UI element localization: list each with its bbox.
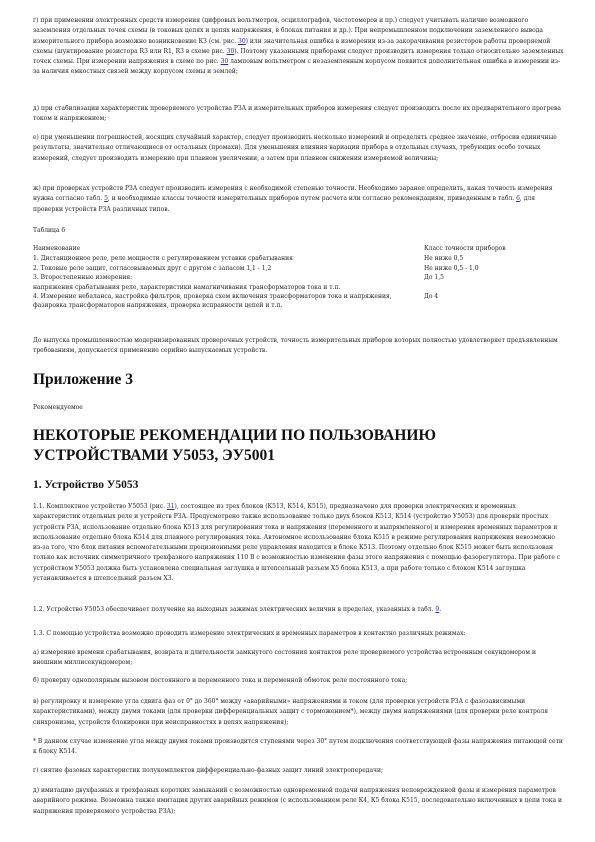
text-span: ламповым вольтметром с незаземленным корпусом появится дополнительная ошибка в измерении из-за наличия емкостных связей между корпусом схемы и землей; bbox=[33, 58, 561, 76]
table-link[interactable]: 5 bbox=[104, 195, 108, 203]
paragraph-1-2 bbox=[33, 605, 564, 615]
text-span: ). Поэтому указанными приборами следует производить измерения только относительно заземленных точек схемы. При измерении напряжения в схеме по рис. bbox=[33, 47, 564, 66]
paragraph-b: б) проверку однополярным вызовом постоянного и переменного тока и переменной обмоток реле постоянного тока; bbox=[33, 677, 408, 684]
table-cell: 4. Измерение небаланса, настройка фильтров, проверка схем включения трансформаторов тока и напряжения, фазировка трансформаторов напряжения, проверка исправности цепей и т.п. bbox=[33, 293, 392, 310]
table-cell: Не ниже 0,5 - 1,0 bbox=[424, 264, 479, 272]
table-row bbox=[33, 264, 564, 273]
table-row bbox=[33, 292, 564, 311]
paragraph-1-3: 1.3. С помощью устройства возможно проводить измерение электрических и временных параметров в контактно различных режимах: bbox=[33, 630, 466, 637]
table-cell: 2. Токовые реле защит, согласовываемых друг с другом с запасом 1,1 - 1,2 bbox=[33, 264, 272, 272]
text-span: 1.1. Комплектное устройство У5053 (рис. bbox=[33, 503, 167, 510]
figure-link[interactable]: 30 bbox=[220, 58, 229, 66]
paragraph-d2: д) имитацию двухфазных и трехфазных коротких замыканий с возможностью одновременной подачи напряжения неповрежденной фазы и измерения параметров аварийного режима. Возможна также имитация других аварийных режимов (с использованием реле К4, К5 блока К515, последовательно включенных в цепи тока и напряжения проверяемого устройства РЗА); bbox=[33, 787, 563, 815]
appendix-title: Приложение 3 bbox=[33, 371, 133, 388]
section-heading: 1. Устройство У5053 bbox=[33, 479, 139, 491]
paragraph-e: е) при уменьшении погрешностей, носящих случайный характер, следует производить несколько измерений и определять среднее значение, отбросив единичные результаты, значительно отличающиеся от остальных (промахи). Для уменьшения влияния вариации прибора в отдельных случаях, требующих особо точных измерений, следует производить измерение при плавном увеличении, а затем при плавном снижении измеряемой величины; bbox=[33, 134, 557, 162]
table-cell: До 1,5 bbox=[424, 274, 444, 282]
table-cell: Не ниже 0,5 bbox=[424, 255, 464, 263]
text-span: . bbox=[439, 606, 442, 613]
table-header-row bbox=[33, 244, 564, 253]
paragraph-note: До выпуска промышленностью модернизированных проверочных устройств, точность измерительных приборов которых полностью удовлетворяет предъявленным требованиям, допускается применение серийно выпускаемых устройств. bbox=[33, 337, 558, 355]
table-link[interactable]: 6 bbox=[516, 195, 520, 203]
text-span: , и необходимые классы точности измерительных приборов путем расчета или согласно рекомендациям, приведенным в табл. bbox=[107, 195, 517, 203]
footnote: * В данном случае изменение угла между двумя токами производится ступенями через 30° путем подключения соответствующей фазы напряжения питающей сети к блоку К514. bbox=[33, 738, 563, 756]
table-cell: 1. Дистанционное реле, реле мощности с регулированием уставки срабатывания bbox=[33, 255, 293, 263]
table-cell: 3. Второстепенные измерения: напряжения срабатывания реле, характеристики намагничивания трансформаторов тока и т.п. bbox=[33, 274, 341, 291]
text-span: г) при применении электронных средств измерения (цифровых вольтметров, осциллографов, частотомеров и пр.) следует учитывать наличие возможного заземления отдельных точек схемы (в токовых цепях и цепях напряжения, в блоках питания и др.). При непремышленном подключении заземленного вывода измерительного прибора возможно возникновение КЗ (см. рис. bbox=[33, 17, 543, 45]
paragraph-d: д) при стабилизации характеристик проверяемого устройства РЗА и измерительных приборов измерения следует производить после их предварительного прогрева током и напряжением; bbox=[33, 105, 561, 123]
table-cell: До 4 bbox=[424, 293, 439, 301]
text-span: ), состоящее из трех блоков (К513, К514, К515), предназначено для проверки электрических и временных характеристик отдельных реле и устройств РЗА. Предусмотрено также использование только двух блоков К513, К514 (устройство У5053) для проверки простых устройств РЗА, использование отдельно блока К513 для регулирования тока и напряжения (переменного и выпрямленного) и измерения временных параметров и использование отдельно блока К514 для плавного регулирования тока. Автономное использование блока К515 в режиме регулирования напряжения невозможно из-за того, что блок питания вспомогательными прецизионными реле управления находится в блоке К513. Поэтому отдельно блок К515 может быть использован только как источник симметричного трехфазного напряжения 110 В с возможностью изменения фазы этого напряжения с помощью фазорегулятора. При работе с устройством У5053 должна быть установлена специальная заглушка в штепсельный разъем Х5 блока К513, а при работе только с блоком К514 заглушка устанавливается в штепсельный разъем Х3. bbox=[33, 503, 561, 583]
recommended-label: Рекомендуемое bbox=[33, 404, 83, 411]
paragraph-v: в) регулировку и измерение угла сдвига фаз от 0° до 360° между «аварийными» напряжениями и током (для проверки устройств РЗА с фазозависимыми характеристиками), между двумя токами (для проверки дифференциальных защит с торможением*), между двумя напряжениями (для проверки реле контроля синхронизма, устройств блокировки при неисправностях в цепях напряжения); bbox=[33, 698, 549, 726]
accuracy-table bbox=[33, 244, 564, 311]
appendix-heading: НЕКОТОРЫЕ РЕКОМЕНДАЦИИ ПО ПОЛЬЗОВАНИЮ УСТРОЙСТВАМИ У5053, ЭУ5001 bbox=[33, 427, 436, 464]
figure-link[interactable]: 30 bbox=[226, 47, 235, 55]
paragraph-a: а) измерение времени срабатывания, возврата и длительности замкнутого состояния контактов реле проверяемого устройства встроенным секундомером и внешним миллисекундомером; bbox=[33, 649, 536, 667]
table-row bbox=[33, 273, 564, 292]
figure-link[interactable]: 30 bbox=[238, 37, 246, 45]
text-span: ж) при проверках устройств РЗА следует производить измерения с необходимой степенью точности. Необходимо заранее определить, какая точность измерения нужна согласно табл. bbox=[33, 185, 553, 203]
paragraph-zh bbox=[33, 184, 564, 215]
table-link[interactable]: 9 bbox=[435, 606, 440, 613]
text-span: , для проверки устройств РЗА различных типов. bbox=[33, 195, 536, 213]
table-row bbox=[33, 254, 564, 263]
table-header-cell: Наименование bbox=[33, 245, 81, 252]
paragraph-1-1 bbox=[33, 502, 564, 584]
table-header-cell: Класс точности приборов bbox=[424, 245, 506, 252]
figure-link[interactable]: 31 bbox=[166, 503, 175, 510]
text-span: 1.2. Устройство У5053 обеспечивает получение на выходных зажимах электрических величин в пределах, указанных в табл. bbox=[33, 606, 436, 613]
table-caption: Таблица 6 bbox=[33, 227, 66, 234]
paragraph-g2: г) снятие фазовых характеристик полукомплектов дифференциально-фазных защит линий электропередачи; bbox=[33, 767, 384, 774]
text-span: ) или значительная ошибка в измерении из-за закорачивания резисторов работы проверяемой схемы (шунтирование резистора R3 или R1, R3 в схеме рис. bbox=[33, 37, 551, 55]
paragraph-g bbox=[33, 16, 564, 78]
